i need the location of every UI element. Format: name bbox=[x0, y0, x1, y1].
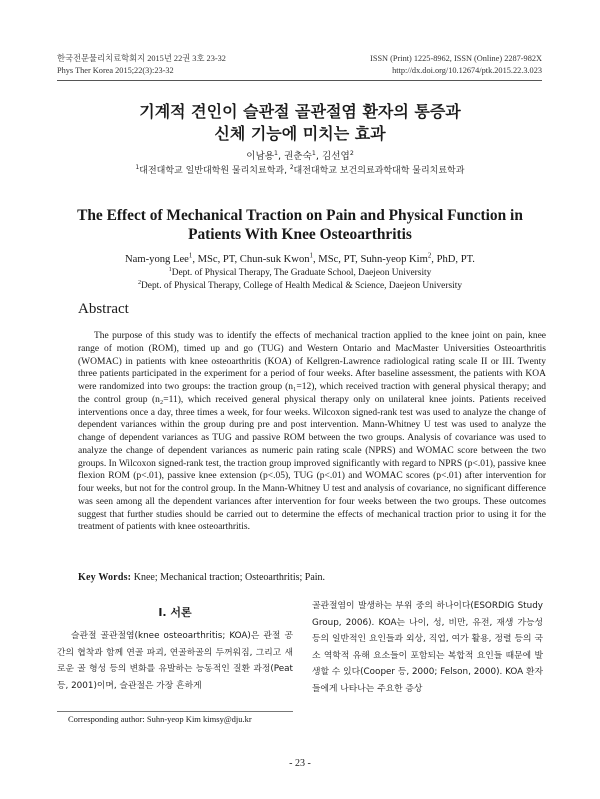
affiliation-mark: 1 bbox=[309, 252, 313, 260]
keywords-list: Knee; Mechanical traction; Osteoarthritis; Pain. bbox=[131, 572, 326, 583]
title-korean-line2: 신체 기능에 미치는 효과 bbox=[214, 124, 386, 143]
title-korean bbox=[0, 101, 600, 145]
separator: , bbox=[315, 151, 322, 162]
abstract-heading: Abstract bbox=[78, 301, 129, 317]
journal-korean: 한국전문물리치료학회지 2015년 22권 3호 23-32 bbox=[57, 54, 226, 63]
journal-english: Phys Ther Korea 2015;22(3):23-32 bbox=[57, 66, 174, 75]
affiliation-mark: 1 bbox=[311, 149, 316, 157]
intro-column-left: 슬관절 골관절염(knee osteoarthritis; KOA)은 관절 공간의 협착과 함께 연골 파괴, 연골하골의 두꺼워짐, 그리고 새로운 골 형성 등의 변화를 유발하는 능동적인 질환 과정(Peat 등, 2001)이며, 슬관절은 가장 흔하게 bbox=[57, 631, 293, 691]
affiliation-mark: 1 bbox=[168, 266, 172, 273]
affiliation-english-1 bbox=[0, 267, 600, 279]
author-name: Chun-suk Kwon bbox=[239, 254, 310, 265]
corresponding-author-footnote: Corresponding author: Suhn-yeop Kim kimsy@dju.kr bbox=[68, 714, 252, 724]
issn: ISSN (Print) 1225-8962, ISSN (Online) 2287-982X bbox=[370, 54, 542, 63]
running-header-right bbox=[370, 53, 542, 77]
affiliation-mark: 1 bbox=[274, 149, 278, 157]
affiliation-mark: 1 bbox=[135, 165, 140, 171]
author-degree: , PhD, PT. bbox=[431, 254, 475, 265]
intro-column-right: 골관절염이 발생하는 부위 중의 하나이다(ESORDIG Study Group, 2006). KOA는 나이, 성, 비만, 유전, 재생 가능성 등의 일반적인 요인들과 외상, 직업, 여가 활용, 정렬 등의 국소 역학적 유해 요소들이 포함되는 복합적 요인들 때문에 발생할 수 있다(Cooper 등, 2000; Felson, 2000). KOA 환자들에게 나타나는 주요한 증상 bbox=[312, 601, 543, 694]
author-name: Nam-yong Lee bbox=[125, 254, 189, 265]
authors-korean bbox=[0, 150, 600, 163]
affiliation-mark: 2 bbox=[427, 252, 432, 260]
author-name: 이남용 bbox=[246, 151, 275, 162]
affiliation-english-2 bbox=[0, 280, 600, 292]
running-header-left bbox=[57, 53, 226, 77]
title-english-line1: The Effect of Mechanical Traction on Pain and Physical Function in bbox=[77, 207, 523, 224]
title-korean-line1: 기계적 견인이 슬관절 골관절염 환자의 통증과 bbox=[139, 102, 461, 121]
affiliation-mark: 2 bbox=[137, 279, 142, 286]
affiliation-mark: 2 bbox=[289, 165, 294, 171]
affiliation: 대전대학교 보건의료과학대학 물리치료학과 bbox=[293, 166, 465, 176]
title-english-line2: Patients With Knee Osteoarthritis bbox=[188, 226, 412, 243]
affiliation: Dept. of Physical Therapy, College of Health Medical & Science, Daejeon University bbox=[141, 281, 463, 291]
affiliation-mark: 1 bbox=[188, 252, 193, 260]
author-degree: , MSc, PT, bbox=[192, 254, 240, 265]
affiliations-korean bbox=[0, 165, 600, 178]
keywords-label: Key Words: bbox=[78, 572, 132, 583]
author-degree: , MSc, PT, bbox=[312, 254, 361, 265]
header-rule bbox=[57, 80, 542, 81]
doi-link[interactable]: http://dx.doi.org/10.12674/ptk.2015.22.3.023 bbox=[392, 66, 542, 75]
abstract-body: The purpose of this study was to identify the effects of mechanical traction applied to the knee joint on pain, knee range of motion (ROM), timed up and go (TUG) and Western Ontario and MacMaster Universities Osteoarthritis (WOMAC) in patients with knee osteoarthritis (KOA) of Kellgren-Lawrence radiological rating scale II or III. Twenty three patients participated in the experiment for a period of four weeks. After baseline assessment, the patients with KOA were randomized into two groups: the traction group (n₁=12), which received traction with general physical therapy; and the control group (n₂=11), which received general physical therapy only on unilateral knee joints. Patients received interventions once a day, three times a week, for four weeks. Wilcoxon signed-rank test was used to analyze the change of dependent variances within the group during pre and post intervention. Mann-Whitney U test was used to analyze the change of dependent variances as TUG and passive ROM between the two groups. Analysis of covariance was used to analyze the change of dependent variances as numeric pain rating scale (NPRS) and WOMAC score between the two groups. In Wilcoxon signed-rank test, the traction group improved significantly with regard to NPRS (p<.01), passive knee flexion ROM (p<.01), passive knee extension (p<.05), TUG (p<.01) and WOMAC scores (p<.01) after intervention for four weeks, but not for the control group. In the Mann-Whitney U test and analysis of covariance, no significant difference was seen among all the dependent variances after intervention for four weeks between the two groups. These outcomes suggest that further studies should be carried out to determine the effects of mechanical traction prior to using it for the treatment of patients with knee osteoarthritis. bbox=[78, 331, 546, 533]
title-english bbox=[0, 206, 600, 244]
affiliation: Dept. of Physical Therapy, The Graduate School, Daejeon University bbox=[171, 268, 432, 278]
footnote-rule bbox=[57, 711, 293, 712]
section-heading-introduction: Ⅰ. 서론 bbox=[158, 606, 192, 619]
authors-english bbox=[0, 253, 600, 266]
author-name: 권춘숙 bbox=[284, 151, 312, 162]
keywords bbox=[78, 572, 325, 583]
separator: , bbox=[278, 151, 285, 162]
affiliation-mark: 2 bbox=[349, 149, 354, 157]
affiliation: 대전대학교 일반대학원 물리치료학과, bbox=[139, 166, 290, 176]
author-name: 김선엽 bbox=[322, 151, 350, 162]
page-number: - 23 - bbox=[289, 758, 311, 769]
author-name: Suhn-yeop Kim bbox=[360, 254, 428, 265]
